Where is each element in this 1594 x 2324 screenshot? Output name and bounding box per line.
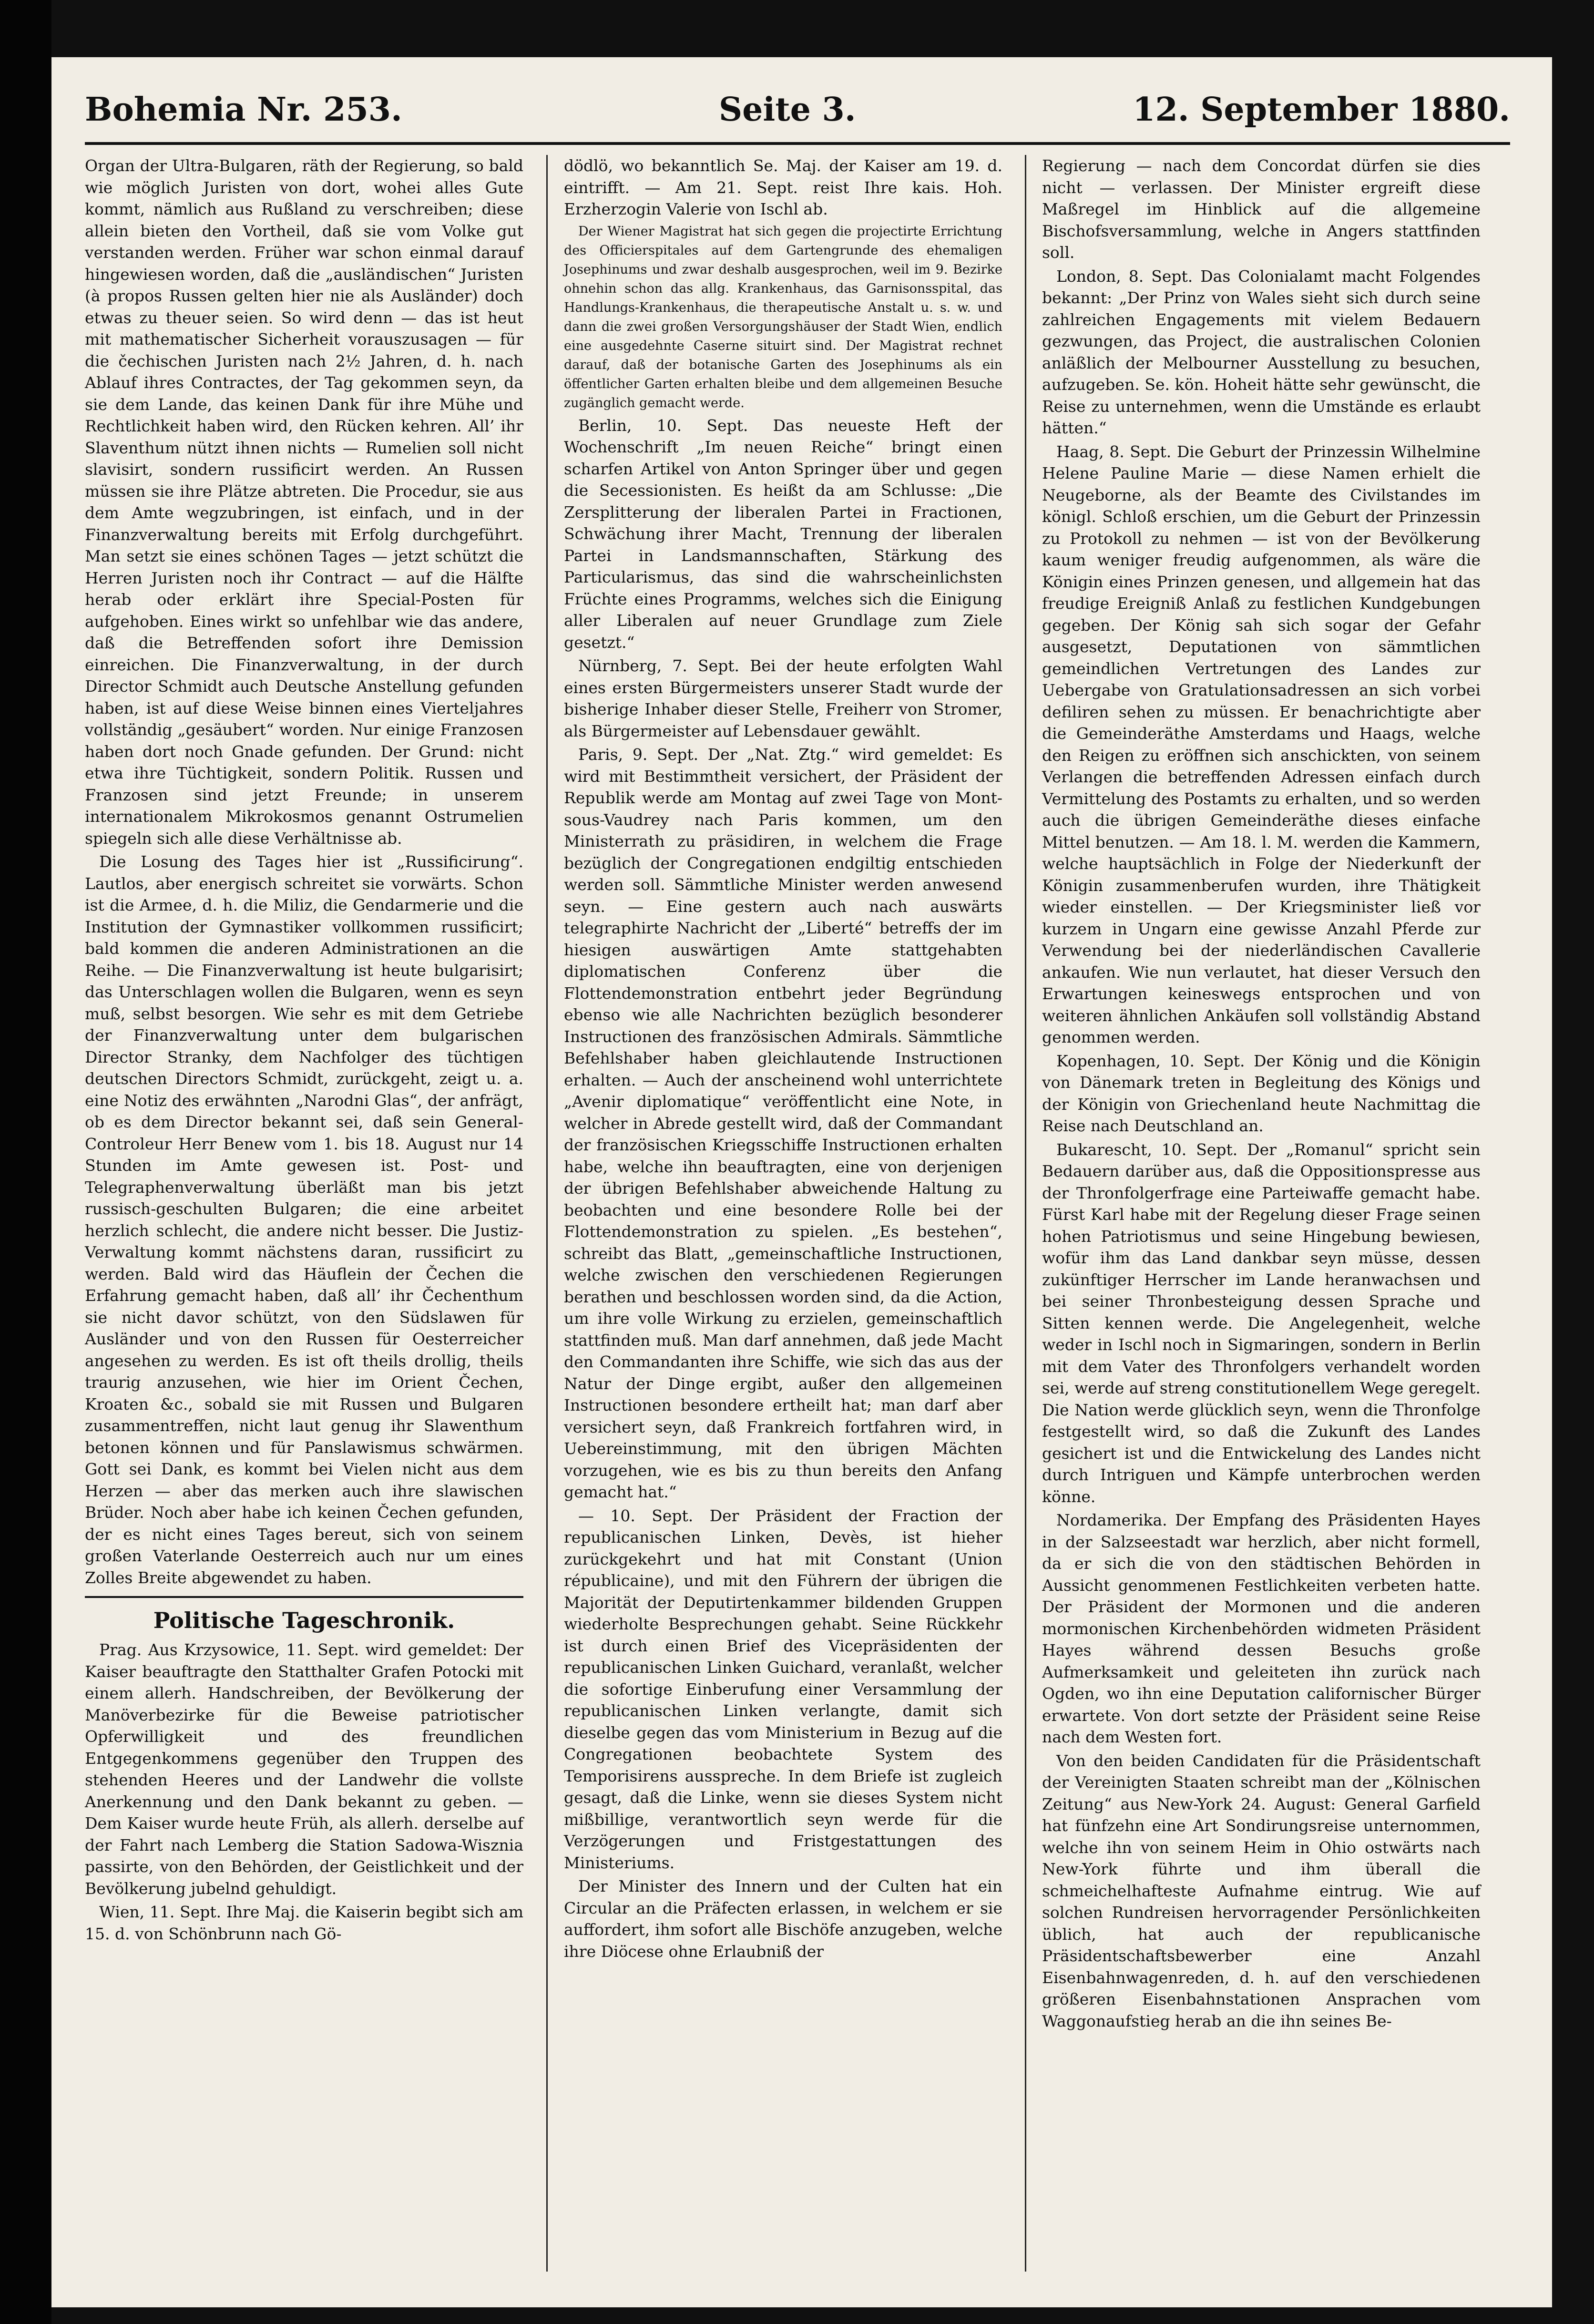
page-header [85,91,1510,143]
article-paragraph: Organ der Ultra-Bulgaren, räth der Regierung, so bald wie möglich Juristen von dort, wohei alles Gute kommt, nämlich aus Rußland zu verschreiben; diese allein bieten den Vortheil, daß sie vom Volke gut verstanden werden. Früher war schon einmal darauf hingewiesen worden, daß die „ausländischen“ Juristen (à propos Russen gelten hier nie als Ausländer) doch etwas zu theuer seien. So wird denn — das ist heut mit mathematischer Sicherheit vorauszusagen — für die čechischen Juristen nach 2½ Jahren, d. h. nach Ablauf ihres Contractes, der Tag gekommen seyn, da sie dem Lande, das keinen Dank für ihre Mühe und Rechtlichkeit haben wird, den Rücken kehren. All’ ihr Slaventhum nützt ihnen nichts — Rumelien soll nicht slavisirt, sondern russificirt werden. An Russen müssen sie ihre Plätze abtreten. Die Procedur, sie aus dem Amte wegzubringen, ist einfach, und in der Finanzverwaltung bereits mit Erfolg durchgeführt. Man setzt sie eines schönen Tages — jetzt schützt die Herren Juristen noch ihr Contract — auf die Hälfte herab oder erklärt ihre Special-Posten für aufgehoben. Eines wirkt so unfehlbar wie das andere, daß die Betreffenden sofort ihre Demission einreichen. Die Finanzverwaltung, in der durch Director Schmidt auch Deutsche Anstellung gefunden haben, ist auf diese Weise binnen eines Vierteljahres vollständig „gesäubert“ worden. Nur einige Franzosen haben dort noch Gnade gefunden. Der Grund: nicht etwa ihre Tüchtigkeit, sondern Politik. Russen und Franzosen sind jetzt Freunde; in unserem internationalem Mikrokosmos genannt Ostrumelien spiegeln sich alle diese Verhältnisse ab. [85,156,523,848]
header-date: 12. September 1880. [1133,91,1510,129]
newspaper-page [51,57,1552,2307]
article-paragraph: Die Losung des Tages hier ist „Russificirung“. Lautlos, aber energisch schreitet sie vorwärts. Schon ist die Armee, d. h. die Miliz, die Gendarmerie und die Institution der Gymnastiker vollkommen russificirt; bald kommen die anderen Administrationen an die Reihe. — Die Finanzverwaltung ist heute bulgarisirt; das Unterschlagen wollen die Bulgaren, wenn es seyn muß, selbst besorgen. Wie sehr es mit dem Getriebe der Finanzverwaltung unter dem bulgarischen Director Stranky, dem Nachfolger des tüchtigen deutschen Directors Schmidt, zurückgeht, zeigt u. a. eine Notiz des erwähnten „Narodni Glas“, der anfrägt, ob es dem Director bekannt sei, daß sein General-Controleur Herr Benew vom 1. bis 18. August nur 14 Stunden im Amte gewesen ist. Post- und Telegraphenverwaltung überläßt man bis jetzt russisch-geschulten Bulgaren; die eine arbeitet herzlich schlecht, die andere nicht besser. Die Justiz-Verwaltung kommt nächstens daran, russificirt zu werden. Bald wird das Häuflein der Čechen die Erfahrung gemacht haben, daß all’ ihr Čechenthum sie nicht davor schützt, von den Südslawen für Ausländer und von den Russen für Oesterreicher angesehen zu werden. Es ist oft theils drollig, theils traurig anzusehen, wie hier im Orient Čechen, Kroaten &c., sobald sie mit Russen und Bulgaren zusammentreffen, nicht laut genug ihr Slawenthum betonen können und für Panslawismus schwärmen. Gott sei Dank, es kommt bei Vielen nicht aus dem Herzen — aber das merken auch ihre slawischen Brüder. Noch aber habe ich keinen Čechen gefunden, der es nicht eines Tages bereut, sich von seinem großen Vaterlande Oesterreich auch nur um eines Zolles Breite abgewendet zu haben. [85,852,523,1587]
news-item-nuernberg: Nürnberg, 7. Sept. Bei der heute erfolgten Wahl eines ersten Bürgermeisters unserer Stadt wurde der bisherige Inhaber dieser Stelle, Freiherr von Stromer, als Bürgermeister auf Lebensdauer gewählt. [564,656,1002,740]
news-item-nordamerika: Nordamerika. Der Empfang des Präsidenten Hayes in der Salzseestadt war herzlich, aber nicht formell, da er sich die von den städtischen Behörden in Aussicht genommenen Festlichkeiten verbeten hatte. Der Präsident der Mormonen und die anderen mormonischen Kirchenbehörden widmeten Präsident Hayes während dessen Besuchs große Aufmerksamkeit und geleiteten ihn zurück nach Ogden, wo ihn eine Deputation californischer Bürger erwartete. Von dort setzte der Präsident seine Reise nach dem Westen fort. [1042,1511,1481,1746]
section-divider [85,1596,523,1598]
news-item-paris-10-sept: — 10. Sept. Der Präsident der Fraction der republicanischen Linken, Devès, ist hieher zurückgekehrt und hat mit Constant (Union républicaine), und mit den Führern der übrigen die Majorität der Deputirtenkammer bildenden Gruppen wiederholte Besprechungen gehabt. Seine Rückkehr ist durch einen Brief des Vicepräsidenten der republicanischen Linken Guichard, veranlaßt, welcher die sofortige Einberufung einer Versammlung der republicanischen Linken verlangte, damit sich dieselbe gegen das vom Ministerium in Bezug auf die Congregationen beobachtete System des Temporisirens ausspreche. In dem Briefe ist zugleich gesagt, daß die Linke, wenn sie dieses System nicht mißbillige, verantwortlich seyn werde für die Verzögerungen und Fristgestattungen des Ministeriums. [564,1506,1002,1872]
column-2 [564,155,1002,1964]
column-rule-2 [1025,155,1026,2272]
news-item-haag: Haag, 8. Sept. Die Geburt der Prinzessin Wilhelmine Helene Pauline Marie — diese Namen erhielt die Neugeborne, als der Beamte des Civilstandes im königl. Schloß erschien, um die Geburt der Prinzessin zu Protokoll zu nehmen — ist von der Bevölkerung kaum weniger freudig aufgenommen, als wäre die Königin eines Prinzen genesen, und allgemein hat das freudige Ereigniß Anlaß zu festlichen Kundgebungen gegeben. Der König sah sich sogar der Gefahr ausgesetzt, Deputationen von sämmtlichen gemeindlichen Vertretungen des Landes zur Uebergabe von Gratulationsadressen an sich vorbei defiliren sehen zu müssen. Er benachrichtigte aber die Gemeinderäthe Amsterdams und Haags, welche den Reigen zu eröffnen sich anschickten, von seinem Verlangen die betreffenden Adressen einfach durch Vermittelung des Postamts zu erhalten, und so werden auch die übrigen Gemeinderäthe dieses einfache Mittel benutzen. — Am 18. l. M. werden die Kammern, welche hauptsächlich in Folge der Niederkunft der Königin zusammenberufen wurden, ihre Thätigkeit wieder einstellen. — Der Kriegsminister ließ vor kurzem in Ungarn eine gewisse Anzahl Pferde zur Verwendung bei der niederländischen Cavallerie ankaufen. Wie nun verlautet, hat dieser Versuch den Erwartungen keineswegs entsprochen und von weiteren ähnlichen Ankäufen soll vollständig Abstand genommen werden. [1042,442,1481,1046]
news-item-berlin: Berlin, 10. Sept. Das neueste Heft der Wochenschrift „Im neuen Reiche“ bringt einen scharfen Artikel von Anton Springer über und gegen die Secessionisten. Es heißt da am Schlusse: „Die Zersplitterung der liberalen Partei in Fractionen, Schwächung ihrer Macht, Trennung der liberalen Partei in Landsmannschaften, Stärkung des Particularismus, das sind die wahrscheinlichsten Früchte eines Programms, welches sich die Einigung aller Liberalen auf neuer Grundlage zum Ziele gesetzt.“ [564,416,1002,652]
news-item-prag: Prag. Aus Krzysowice, 11. Sept. wird gemeldet: Der Kaiser beauftragte den Statthalter Grafen Potocki mit einem allerh. Handschreiben, der Bevölkerung der Manöverbezirke für die Beweise patriotischer Opferwilligkeit und des freundlichen Entgegenkommens gegenüber den Truppen des stehenden Heeres und der Landwehr die vollste Anerkennung und den Dank bekannt zu geben. — Dem Kaiser wurde heute Früh, als allerh. derselbe auf der Fahrt nach Lemberg die Station Sadowa-Wisznia passirte, von den Behörden, der Geistlichkeit und der Bevölkerung jubelnd gehuldigt. [85,1640,523,1898]
article-paragraph: dödlö, wo bekanntlich Se. Maj. der Kaiser am 19. d. eintrifft. — Am 21. Sept. reist Ihre kais. Hoh. Erzherzogin Valerie von Ischl ab. [564,156,1002,218]
news-item-kopenhagen: Kopenhagen, 10. Sept. Der König und die Königin von Dänemark treten in Begleitung des Königs und der Königin von Griechenland heute Nachmittag die Reise nach Deutschland an. [1042,1051,1481,1135]
news-item-wiener-magistrat: Der Wiener Magistrat hat sich gegen die projectirte Errichtung des Officierspitales auf dem Gartengrunde des ehemaligen Josephinums und zwar deshalb ausgesprochen, weil im 9. Bezirke ohnehin schon das allg. Krankenhaus, das Garnisonsspital, das Handlungs-Krankenhaus, die therapeutische Anstalt u. s. w. und dann die zwei großen Versorgungshäuser der Stadt Wien, endlich eine ausgedehnte Caserne situirt sind. Der Magistrat rechnet darauf, daß der botanische Garten des Josephinums als ein öffentlicher Garten erhalten bleibe und dem allgemeinen Besuche zugänglich gemacht werde. [564,224,1002,410]
header-masthead: Bohemia Nr. 253. [85,91,402,129]
article-paragraph: Regierung — nach dem Concordat dürfen sie dies nicht — verlassen. Der Minister ergreift diese Maßregel im Hinblick auf die allgemeine Bischofsversammlung, welche in Angers stattfinden soll. [1042,156,1481,262]
news-item-wien: Wien, 11. Sept. Ihre Maj. die Kaiserin begibt sich am 15. d. von Schönbrunn nach Gö- [85,1903,523,1943]
news-item-london: London, 8. Sept. Das Colonialamt macht Folgendes bekannt: „Der Prinz von Wales sieht sich durch seine zahlreichen Engagements mit vielem Bedauern gezwungen, das Project, die australischen Colonien anläßlich der Melbourner Ausstellung zu besuchen, aufzugeben. Se. kön. Hoheit hätte sehr gewünscht, die Reise zu unternehmen, wenn die Umstände es erlaubt hätten.“ [1042,266,1481,437]
column-1 [85,155,523,1946]
scan-dark-edge [0,0,51,2324]
column-rule-1 [546,155,548,2272]
header-page-number: Seite 3. [719,91,856,129]
news-item-minister-circular: Der Minister des Innern und der Culten hat ein Circular an die Präfecten erlassen, in welchem er sie auffordert, ihm sofort alle Bischöfe anzugeben, welche ihre Diöcese ohne Erlaubniß der [564,1877,1002,1961]
news-item-paris: Paris, 9. Sept. Der „Nat. Ztg.“ wird gemeldet: Es wird mit Bestimmtheit versichert, der Präsident der Republik werde am Montag auf zwei Tage von Mont-sous-Vaudrey nach Paris kommen, um den Ministerrath zu präsidiren, in welchem die Frage bezüglich der Congregationen endgiltig entschieden werden soll. Sämmtliche Minister werden anwesend seyn. — Eine gestern auch nach auswärts telegraphirte Nachricht der „Liberté“ betreffs der im hiesigen auswärtigen Amte stattgehabten diplomatischen Conferenz über die Flottendemonstration entbehrt jeder Begründung ebenso wie alle Nachrichten bezüglich besonderer Instructionen des französischen Admirals. Sämmtliche Befehlshaber haben gleichlautende Instructionen erhalten. — Auch der anscheinend wohl unterrichtete „Avenir diplomatique“ veröffentlicht eine Note, in welcher in Abrede gestellt wird, daß der Commandant der französischen Kriegsschiffe Instructionen erhalten habe, welche ihn beauftragten, eine von derjenigen der übrigen Befehlshaber abweichende Haltung zu beobachten und eine besondere Rolle bei der Flottendemonstration zu spielen. „Es bestehen“, schreibt das Blatt, „gemeinschaftliche Instructionen, welche zwischen den verschiedenen Regierungen berathen und beschlossen worden sind, da die Action, um ihre volle Wirkung zu erzielen, gemeinschaftlich stattfinden muß. Man darf annehmen, daß jede Macht den Commandanten ihre Schiffe, wie sich das aus der Natur der Dinge ergibt, außer den allgemeinen Instructionen besondere ertheilt hat; man darf aber versichert seyn, daß Frankreich fortfahren wird, in Uebereinstimmung, mit den übrigen Mächten vorzugehen, wie es bis zu thun bereits den Anfang gemacht hat.“ [564,745,1002,1501]
news-item-candidates: Von den beiden Candidaten für die Präsidentschaft der Vereinigten Staaten schreibt man der „Kölnischen Zeitung“ aus New-York 24. August: General Garfield hat fünfzehn eine Art Sondirungsreise unternommen, welche ihn von seinem Heim in Ohio ostwärts nach New-York führte und ihm überall die schmeichelhafteste Aufnahme eintrug. Wie auf solchen Rundreisen hervorragender Persönlichkeiten üblich, hat auch der republicanische Präsidentschaftsbewerber eine Anzahl Eisenbahnwagenreden, d. h. auf den verschiedenen größeren Eisenbahnstationen Ansprachen vom Waggonaufstieg herab an die ihn seines Be- [1042,1751,1481,2030]
section-title: Politische Tageschronik. [153,1607,455,1633]
news-item-bukarescht: Bukarescht, 10. Sept. Der „Romanul“ spricht sein Bedauern darüber aus, daß die Oppositionspresse aus der Thronfolgerfrage eine Parteiwaffe gemacht habe. Fürst Karl habe mit der Regelung dieser Frage seinen hohen Patriotismus und seine Hingebung bewiesen, wofür ihm das Land dankbar seyn müsse, dessen zukünftiger Herrscher im Lande heranwachsen und bei seiner Thronbesteigung dessen Sprache und Sitten kennen werde. Die Angelegenheit, welche weder in Ischl noch in Sigmaringen, sondern in Berlin mit dem Vater des Thronfolgers verhandelt worden sei, werde auf streng constitutionellem Wege geregelt. Die Nation werde glücklich seyn, wenn die Thronfolge festgestellt wird, so daß die Zukunft des Landes gesichert ist und die Entwickelung des Landes nicht durch Intriguen und Kämpfe unterbrochen werden könne. [1042,1140,1481,1506]
column-3 [1042,155,1481,2034]
header-rule [85,142,1510,145]
